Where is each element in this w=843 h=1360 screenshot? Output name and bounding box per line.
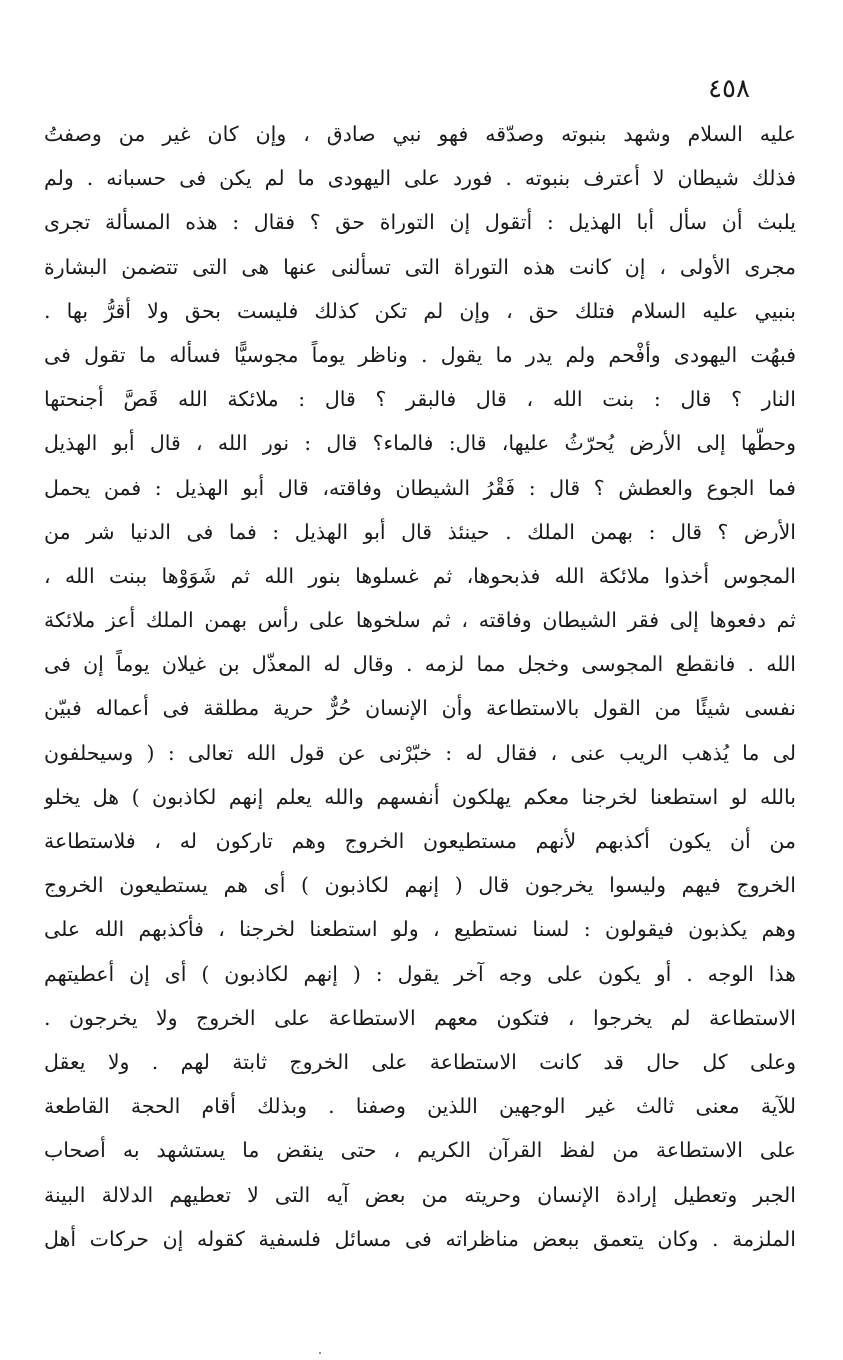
text-line: بالله لو استطعنا لخرجنا معكم يهلكون أنفسهم والله يعلم إنهم لكاذبون ) هل يخلو bbox=[44, 784, 796, 809]
text-line: وهم يكذبون فيقولون : لسنا نستطيع ، ولو استطعنا لخرجنا ، فأكذبهم الله على bbox=[44, 917, 796, 942]
text-line: من أن يكون أكذبهم لأنهم مستطيعون الخروج وهم تاركون له ، فلاستطاعة bbox=[44, 829, 796, 853]
text-line: فما الجوع والعطش ؟ قال : فَقْرُ الشيطان وفاقته، قال أبو الهذيل : فمن يحمل bbox=[44, 475, 796, 500]
text-line: نفسى شيئًا من القول بالاستطاعة وأن الإنسان حُرٌّ حرية مطلقة فى أعماله فبيّن bbox=[44, 696, 796, 721]
text-line: النار ؟ قال : بنت الله ، قال فالبقر ؟ قال : ملائكة الله قَصَّ أجنحتها bbox=[44, 387, 796, 412]
text-line: على الاستطاعة من لفظ القرآن الكريم ، حتى ينقض ما يستشهد به أصحاب bbox=[44, 1138, 796, 1163]
text-line: الأرض ؟ قال : بهمن الملك . حينئذ قال أبو الهذيل : فما فى الدنيا شر من bbox=[44, 519, 796, 544]
text-line: هذا الوجه . أو يكون على وجه آخر يقول : ( إنهم لكاذبون ) أى إن أعطيتهم bbox=[44, 961, 796, 986]
text-line: عليه السلام وشهد بنبوته وصدّقه فهو نبي صادق ، وإن كان غير من وصفتُ bbox=[44, 122, 796, 146]
text-line: المجوس أخذوا ملائكة الله فذبحوها، ثم غسلوها بنور الله ثم شَوَوْها ببنت الله ، bbox=[44, 563, 796, 588]
text-line: وعلى كل حال قد كانت الاستطاعة على الخروج ثابتة لهم . ولا يعقل bbox=[44, 1049, 796, 1074]
text-line: بنبيي عليه السلام فتلك حق ، وإن لم تكن كذلك فليست بحق ولا أقرُّ بها . bbox=[44, 298, 796, 323]
page-number: ٤٥٨ bbox=[708, 74, 750, 104]
body-text bbox=[44, 112, 796, 1261]
text-line: مجرى الأولى ، إن كانت هذه التوراة التى تسألنى عنها هى التى تتضمن البشارة bbox=[44, 254, 796, 279]
text-line: الاستطاعة لم يخرجوا ، فتكون معهم الاستطاعة على الخروج ولا يخرجون . bbox=[44, 1005, 796, 1030]
text-line: الملزمة . وكان يتعمق ببعض مناظراته فى مسائل فلسفية كقوله إن حركات أهل bbox=[44, 1226, 796, 1251]
text-line: لى ما يُذهب الريب عنى ، فقال له : خبّرْنى عن قول الله تعالى : ( وسيحلفون bbox=[44, 740, 796, 765]
text-line: فبهُت اليهودى وأفْحم ولم يدر ما يقول . وناظر يوماً مجوسيًّا فسأله ما تقول فى bbox=[44, 342, 796, 367]
text-line: ثم دفعوها إلى فقر الشيطان وفاقته ، ثم سلخوها على رأس بهمن الملك أعز ملائكة bbox=[44, 608, 796, 633]
text-line: فذلك شيطان لا أعترف بنبوته . فورد على اليهودى ما لم يكن فى حسبانه . ولم bbox=[44, 166, 796, 191]
text-line: الخروج فيهم وليسوا يخرجون قال ( إنهم لكاذبون ) أى هم يستطيعون الخروج bbox=[44, 873, 796, 898]
text-line: الله . فانقطع المجوسى وخجل مما لزمه . وقال له المعذّل بن غيلان يوماً إن فى bbox=[44, 652, 796, 677]
scan-speck bbox=[319, 1352, 321, 1354]
text-line: الجبر وتعطيل إرادة الإنسان وحريته من بعض آيه التى لا تعطيهم الدلالة البينة bbox=[44, 1182, 796, 1207]
text-line: للآية معنى ثالث غير الوجهين اللذين وصفنا . وبذلك أقام الحجة القاطعة bbox=[44, 1094, 796, 1119]
text-line: وحطّها إلى الأرض يُحرّثُ عليها، قال: فالماء؟ قال : نور الله ، قال أبو الهذيل bbox=[44, 431, 796, 456]
text-line: يلبث أن سأل أبا الهذيل : أتقول إن التوراة حق ؟ فقال : هذه المسألة تجرى bbox=[44, 210, 796, 235]
